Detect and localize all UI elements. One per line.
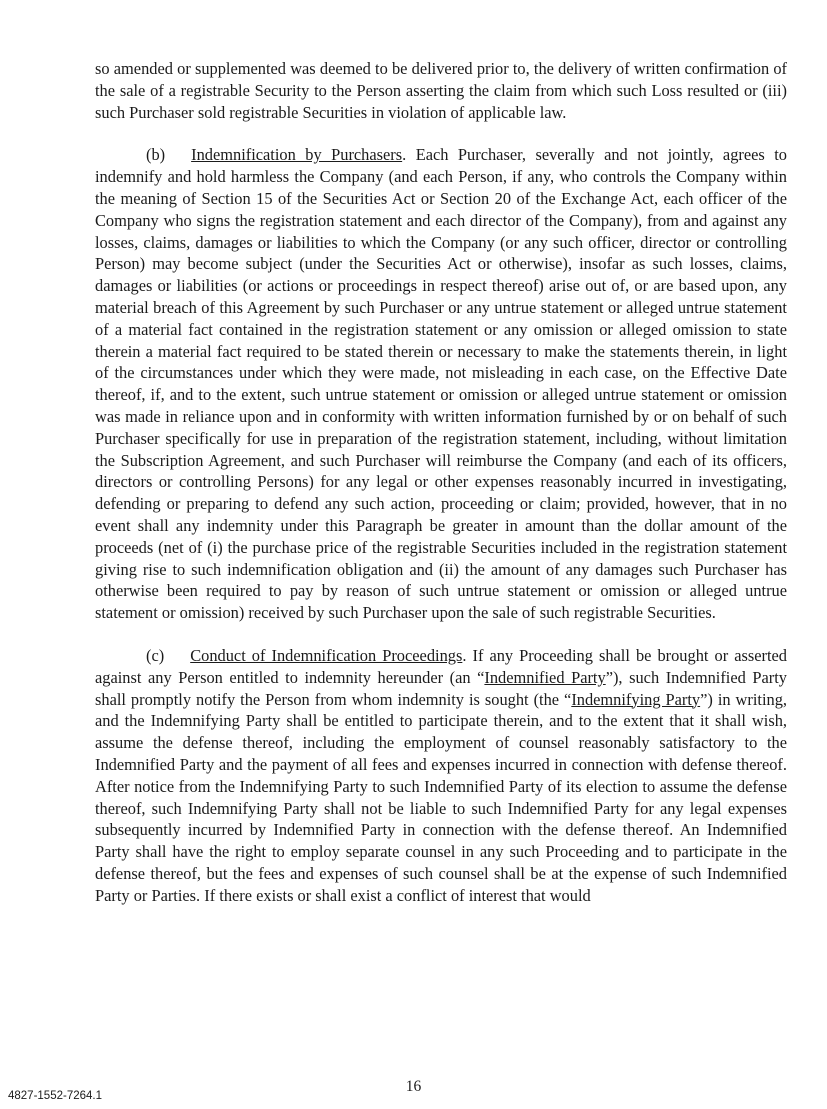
paragraph-c-conduct-of-indemnification-proceedings xyxy=(95,645,787,907)
text-run: ”) in writing, and the Indemnifying Party shall be entitled to participate therein, and to the extent that it shall wish, assume the defense thereof, including the employment of counsel reasonably satisfactory to the Indemnified Party and the payment of all fees and expenses incurred in connection with defense thereof. After notice from the Indemnifying Party to such Indemnified Party of its election to assume the defense thereof, such Indemnifying Party shall not be liable to such Indemnified Party for any legal expenses subsequently incurred by Indemnified Party in connection with the defense thereof. An Indemnified Party shall have the right to employ separate counsel in any such Proceeding and to participate in the defense thereof, but the fees and expenses of such counsel shall be at the expense of such Indemnified Party or Parties. If there exists or shall exist a conflict of interest that would xyxy=(95,689,787,905)
paragraph-continuation xyxy=(95,58,787,123)
text-run: (b) xyxy=(146,145,166,165)
text-run: . Each Purchaser, severally and not jointly, agrees to indemnify and hold harmless the Company (and each Person, if any, who controls the Company within the meaning of Section 15 of the Securities Act or Section 20 of the Exchange Act, each officer of the Company who signs the registration statement and each director of the Company), from and against any losses, claims, damages or liabilities to which the Company (or any such officer, director or controlling Person) may become subject (under the Securities Act or otherwise), insofar as such losses, claims, damages or liabilities (or actions or proceedings in respect thereof) arise out of, or are based upon, any material breach of this Agreement by such Purchaser or any untrue statement or alleged untrue statement of a material fact contained in the registration statement or any omission or alleged omission to state therein a material fact required to be stated therein or necessary to make the statements therein, in light of the circumstances under which they were made, not misleading in each case, on the Effective Date thereof, if, and to the extent, such untrue statement or omission or alleged untrue statement or omission was made in reliance upon and in conformity with written information furnished by or on behalf of such Purchaser specifically for use in preparation of the registration statement, including, without limitation the Subscription Agreement, and such Purchaser will reimburse the Company (and each of its officers, directors or controlling Persons) for any legal or other expenses reasonably incurred in investigating, defending or preparing to defend any such action, proceeding or claim; provided, however, that in no event shall any indemnity under this Paragraph be greater in amount than the dollar amount of the proceeds (net of (i) the purchase price of the registrable Securities included in the registration statement giving rise to such indemnification obligation and (ii) the amount of any damages such Purchaser has otherwise been required to pay by reason of such untrue statement or omission or alleged untrue statement or omission) received by such Purchaser upon the sale of such registrable Securities. xyxy=(95,145,787,623)
underlined-term: Indemnification by Purchasers xyxy=(191,145,403,165)
text-run: (c) xyxy=(146,645,165,665)
text-run: so amended or supplemented was deemed to be delivered prior to, the delivery of written confirmation of the sale of a registrable Security to the Person asserting the claim from which such Loss resulted or (iii) such Purchaser sold registrable Securities in violation of applicable law. xyxy=(95,59,787,122)
paragraph-b-indemnification-by-purchasers xyxy=(95,144,787,624)
text-run: ”), such Indemnified Party shall promptly notify the Person from whom indemnity is sought (the “ xyxy=(95,667,787,709)
document-control-number: 4827-1552-7264.1 xyxy=(8,1090,102,1102)
document-body xyxy=(95,58,787,927)
underlined-term: Indemnified Party xyxy=(484,667,606,687)
page-number: 16 xyxy=(405,1078,422,1095)
underlined-term: Conduct of Indemnification Proceedings xyxy=(190,645,463,665)
text-run: . If any Proceeding shall be brought or asserted against any Person entitled to indemnity hereunder (an “ xyxy=(95,645,787,687)
underlined-term: Indemnifying Party xyxy=(571,689,701,709)
